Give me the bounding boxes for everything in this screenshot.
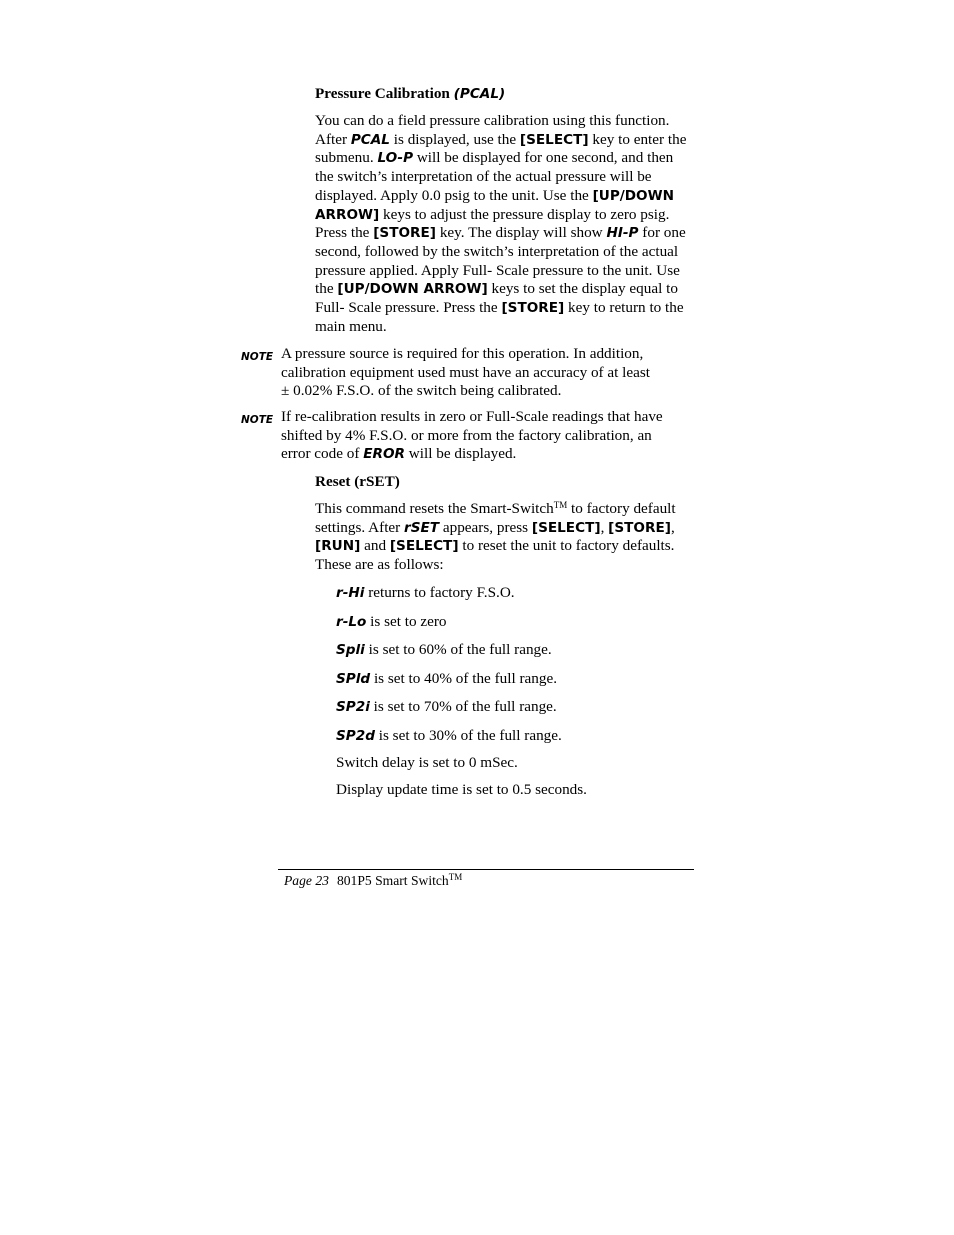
- display-code: r-Hi: [336, 585, 365, 601]
- text-run: for one second, followed by the switch’s interpretation of the actual pressure applied. Apply Full- Scale pressure to the unit. Use the: [315, 224, 686, 298]
- key-label: [SELECT]: [519, 131, 589, 148]
- text-run: will be displayed.: [408, 445, 517, 463]
- note-label: NOTE: [241, 414, 274, 426]
- default-item: [336, 698, 557, 717]
- text-run: to factory default settings. After: [315, 500, 676, 536]
- item-text: Display update time is set to 0.5 seconds.: [336, 781, 587, 798]
- text-run: key to enter the submenu.: [315, 130, 687, 167]
- display-code: Spli: [336, 642, 365, 658]
- note-text: [281, 408, 676, 464]
- footer-rule: [278, 869, 694, 870]
- default-item: [336, 670, 557, 689]
- section-heading-pcal: [315, 85, 505, 104]
- default-item: [336, 584, 515, 603]
- item-text: is set to 70% of the full range.: [373, 698, 557, 715]
- text-run: keys to adjust the pressure display to zero psig. Press the: [315, 205, 670, 242]
- display-code: HI-P: [606, 225, 639, 242]
- reset-paragraph: [315, 500, 690, 575]
- text-run: If re-calibration results in zero or Full-Scale readings that have shifted by 4% F.S.O. or more from the factory calibration, an error code of: [281, 408, 663, 463]
- display-code: SPld: [336, 671, 371, 687]
- display-code: r-Lo: [336, 614, 367, 630]
- text-run: appears, press: [442, 518, 529, 536]
- item-text: is set to 30% of the full range.: [378, 727, 562, 744]
- text-run: to reset the unit to factory defaults. These are as follows:: [315, 537, 675, 574]
- default-item: [336, 727, 562, 746]
- item-text: is set to zero: [370, 613, 447, 630]
- item-text: is set to 60% of the full range.: [368, 641, 552, 658]
- item-text: returns to factory F.S.O.: [368, 584, 515, 601]
- text-run: ,: [600, 518, 605, 536]
- text-run: key to return to the main menu.: [315, 299, 684, 335]
- display-code: PCAL: [350, 131, 390, 148]
- item-text: is set to 40% of the full range.: [373, 670, 558, 687]
- text-run: You can do a field pressure calibration using this function. After: [315, 112, 670, 148]
- text-run: and: [364, 537, 387, 555]
- display-code: EROR: [363, 446, 405, 463]
- text-run: This command resets the Smart-Switch: [315, 500, 554, 517]
- default-item: [336, 613, 447, 632]
- pcal-paragraph: [315, 112, 693, 336]
- default-item: [336, 781, 587, 800]
- page-number: Page 23: [284, 873, 329, 888]
- key-label: [STORE]: [373, 225, 437, 242]
- note-text: A pressure source is required for this operation. In addition, calibration equipment used must have an accuracy of at least ± 0.02% F.S.O. of the switch being calibrated.: [281, 345, 650, 400]
- text-run: key. The display will show: [439, 224, 603, 242]
- product-name: 801P5 Smart Switch: [336, 873, 449, 888]
- text-run: will be displayed for one second, and then the switch’s interpretation of the actual pressure will be displayed. Apply 0.0 psig to the unit. Use the: [315, 149, 674, 204]
- note-label: NOTE: [241, 351, 274, 363]
- default-item: [336, 754, 518, 773]
- display-code: SP2d: [336, 728, 375, 744]
- default-item: [336, 641, 552, 660]
- text-run: ,: [670, 518, 675, 536]
- display-code: SP2i: [336, 699, 370, 715]
- key-label: [STORE]: [608, 519, 671, 536]
- display-code: rSET: [404, 519, 440, 536]
- page-footer: [284, 872, 462, 891]
- trademark-mark: TM: [448, 872, 463, 882]
- key-label: [STORE]: [501, 300, 565, 317]
- text-run: is displayed, use the: [393, 130, 517, 148]
- heading-text: Pressure Calibration: [315, 85, 450, 102]
- key-label: [SELECT]: [389, 538, 459, 555]
- heading-code: (PCAL): [453, 86, 506, 102]
- display-code: LO-P: [377, 150, 414, 167]
- item-text: Switch delay is set to 0 mSec.: [336, 754, 518, 771]
- key-label: [SELECT]: [531, 519, 601, 536]
- key-label: [UP/DOWN ARROW]: [315, 187, 674, 223]
- key-label: [UP/DOWN ARROW]: [337, 281, 488, 298]
- key-label: [RUN]: [315, 538, 361, 555]
- section-heading-reset: Reset (rSET): [315, 473, 400, 490]
- trademark-mark: TM: [553, 500, 568, 510]
- text-run: keys to set the display equal to Full- Scale pressure. Press the: [315, 280, 678, 317]
